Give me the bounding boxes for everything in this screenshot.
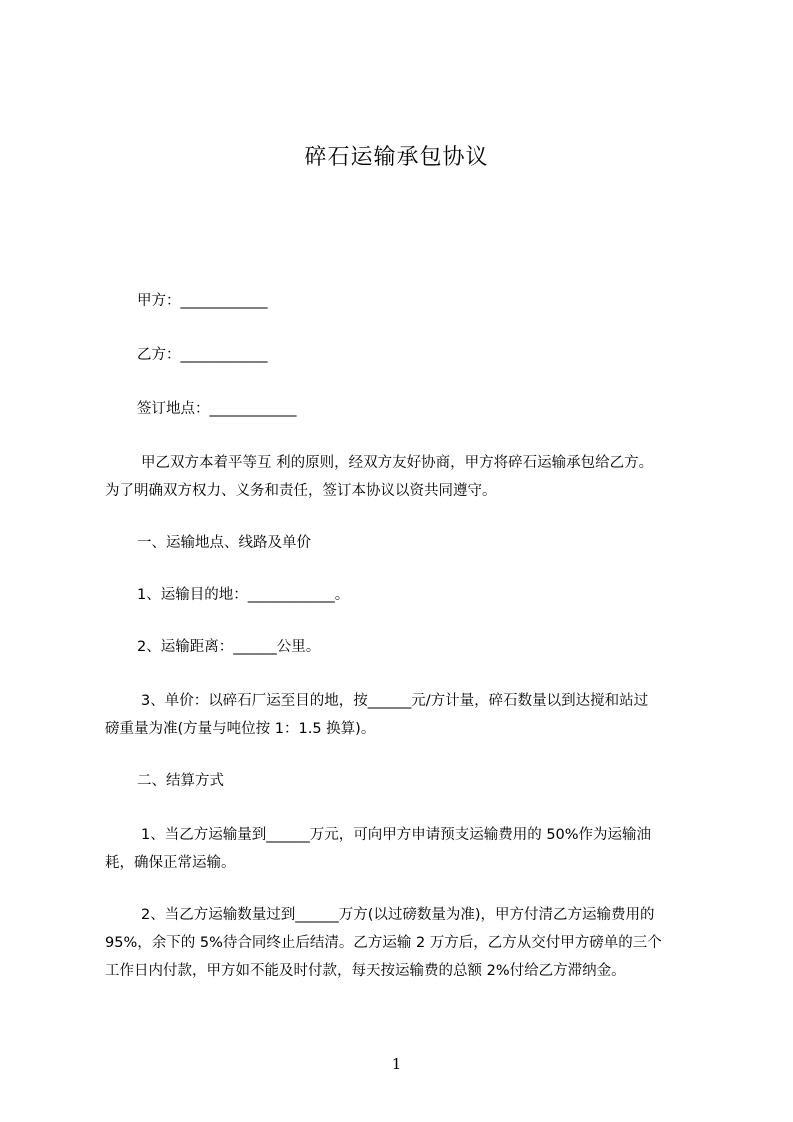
section1-item1: 1、运输目的地：____________。 bbox=[137, 587, 350, 603]
section1-item3-line1: 3、单价：以碎石厂运至目的地，按______元/方计量，碎石数量以到达搅和站过 bbox=[141, 693, 649, 709]
section2-heading: 二、结算方式 bbox=[137, 773, 224, 789]
intro-line-2: 为了明确双方权力、义务和责任，签订本协议以资共同遵守。 bbox=[105, 483, 497, 499]
party-a-line: 甲方：____________ bbox=[137, 293, 268, 309]
section2-item1-line1: 1、当乙方运输量到______万元，可向甲方申请预支运输费用的 50%作为运输油 bbox=[141, 827, 652, 843]
section1-item2: 2、运输距离：______公里。 bbox=[137, 639, 321, 655]
party-b-line: 乙方：____________ bbox=[137, 347, 268, 363]
intro-line-1: 甲乙双方本着平等互 利的原则，经双方友好协商，甲方将碎石运输承包给乙方。 bbox=[141, 455, 654, 471]
section2-item2-line1: 2、当乙方运输数量过到______万方(以过磅数量为准)，甲方付清乙方运输费用的 bbox=[141, 907, 655, 923]
document-title: 碎石运输承包协议 bbox=[304, 145, 489, 170]
section1-item3-line2: 磅重量为准(方量与吨位按 1：1.5 换算)。 bbox=[105, 721, 376, 737]
section1-heading: 一、运输地点、线路及单价 bbox=[137, 535, 311, 551]
page-number: 1 bbox=[391, 1055, 402, 1073]
section2-item2-line2: 95%，余下的 5%待合同终止后结清。乙方运输 2 万方后，乙方从交付甲方磅单的三个 bbox=[105, 935, 662, 951]
section2-item2-line3: 工作日内付款，甲方如不能及时付款，每天按运输费的总额 2%付给乙方滞纳金。 bbox=[105, 963, 626, 979]
sign-place-line: 签订地点：____________ bbox=[137, 401, 297, 417]
section2-item1-line2: 耗，确保正常运输。 bbox=[105, 855, 236, 871]
